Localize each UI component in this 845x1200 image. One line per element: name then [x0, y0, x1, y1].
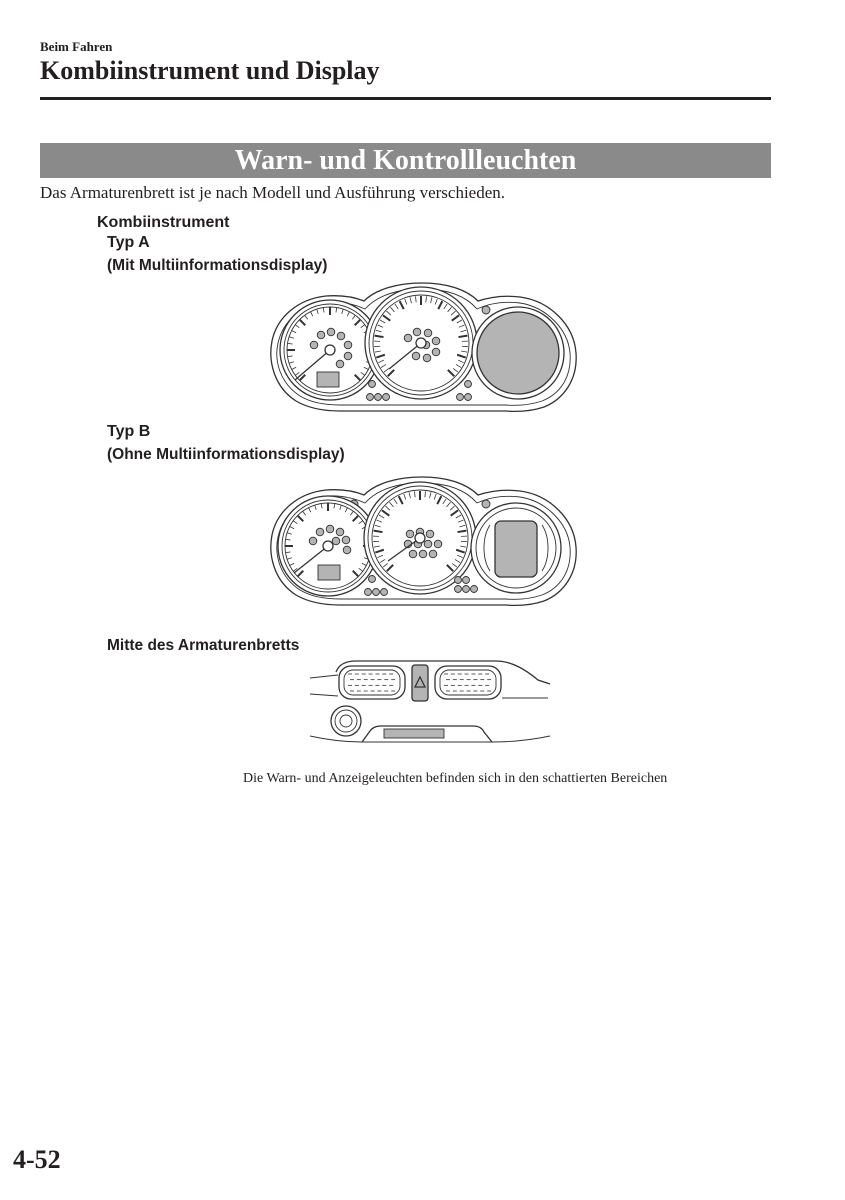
- instrument-cluster-type-a-illustration: [268, 283, 578, 413]
- warning-light: [375, 394, 382, 401]
- figure-caption: Die Warn- und Anzeigeleuchten befinden sich in den schattierten Bereichen: [243, 771, 668, 786]
- warning-light: [455, 586, 462, 593]
- tachometer-dial: [278, 496, 378, 596]
- tachometer-hub: [323, 541, 333, 551]
- warning-light: [482, 306, 490, 314]
- speedometer-hub: [416, 338, 426, 348]
- page-title: Kombiinstrument und Display: [40, 56, 380, 85]
- center-dashboard-illustration: [306, 658, 552, 750]
- warning-light: [332, 537, 340, 545]
- warning-light: [317, 331, 325, 339]
- warning-light: [463, 586, 470, 593]
- warning-light: [373, 589, 380, 596]
- dash-trim-line: [310, 694, 338, 696]
- warning-light: [413, 328, 421, 336]
- instrument-cluster-heading: Kombiinstrument: [97, 214, 230, 231]
- warning-light: [309, 537, 317, 545]
- warning-light: [424, 540, 432, 548]
- page-number: 4-52: [13, 1145, 61, 1174]
- center-dashboard-heading: Mitte des Armaturenbretts: [107, 637, 300, 654]
- warning-light: [383, 394, 390, 401]
- title-divider: [40, 97, 771, 100]
- speedometer-hub: [415, 533, 425, 543]
- type-a-label: Typ A: [107, 234, 150, 251]
- warning-light: [336, 528, 344, 536]
- type-a-description: (Mit Multiinformationsdisplay): [107, 257, 328, 274]
- warning-light: [381, 589, 388, 596]
- type-b-description: (Ohne Multiinformationsdisplay): [107, 446, 345, 463]
- type-b-label: Typ B: [107, 423, 151, 440]
- multi-information-display: [472, 307, 564, 399]
- warning-light: [465, 381, 472, 388]
- warning-light: [367, 394, 374, 401]
- fuel-temperature-gauge: [471, 503, 561, 593]
- tick-mark: [375, 336, 384, 337]
- warning-light: [463, 577, 470, 584]
- instrument-cluster-type-b-illustration: [268, 477, 578, 607]
- warning-light: [424, 329, 432, 337]
- warning-light: [369, 381, 376, 388]
- control-knob: [331, 706, 361, 736]
- tick-mark: [459, 336, 468, 337]
- warning-light: [455, 577, 462, 584]
- tick-mark: [374, 531, 383, 532]
- hazard-switch-body: [412, 665, 428, 701]
- warning-light: [426, 530, 434, 538]
- warning-light: [337, 332, 345, 340]
- warning-light: [336, 360, 344, 368]
- odometer-display: [317, 372, 339, 387]
- warning-light: [344, 352, 352, 360]
- dash-trim-line: [310, 675, 338, 678]
- section-banner: [40, 143, 771, 178]
- warning-light: [326, 525, 334, 533]
- warning-light: [482, 500, 490, 508]
- warning-light: [343, 546, 351, 554]
- tick-mark: [458, 531, 467, 532]
- odometer-display: [318, 565, 340, 580]
- warning-light: [457, 394, 464, 401]
- warning-light: [434, 540, 442, 548]
- warning-light: [423, 354, 431, 362]
- banner-title: Warn- und Kontrollleuchten: [234, 145, 577, 176]
- speedometer-dial: [365, 287, 477, 399]
- warning-light: [412, 352, 420, 360]
- warning-light: [432, 337, 440, 345]
- tachometer-hub: [325, 345, 335, 355]
- intro-text: Das Armaturenbrett ist je nach Modell und Ausführung verschieden.: [40, 183, 506, 202]
- warning-light: [404, 334, 412, 342]
- warning-light: [316, 528, 324, 536]
- warning-light: [465, 394, 472, 401]
- warning-light: [369, 576, 376, 583]
- display-screen: [477, 312, 559, 394]
- right-air-vent: [435, 666, 501, 699]
- warning-light: [471, 586, 478, 593]
- warning-light: [409, 550, 417, 558]
- warning-light: [429, 550, 437, 558]
- knob-outer-ring: [331, 706, 361, 736]
- warning-light: [344, 341, 352, 349]
- indicator-panel: [384, 729, 444, 738]
- section-label: Beim Fahren: [40, 39, 113, 54]
- left-air-vent: [339, 666, 405, 699]
- warning-light: [327, 328, 335, 336]
- warning-light: [419, 550, 427, 558]
- warning-light: [432, 348, 440, 356]
- hazard-switch: [412, 665, 428, 701]
- warning-light: [342, 536, 350, 544]
- warning-light: [310, 341, 318, 349]
- warning-light: [365, 589, 372, 596]
- gauge-display: [495, 521, 537, 577]
- warning-light: [406, 530, 414, 538]
